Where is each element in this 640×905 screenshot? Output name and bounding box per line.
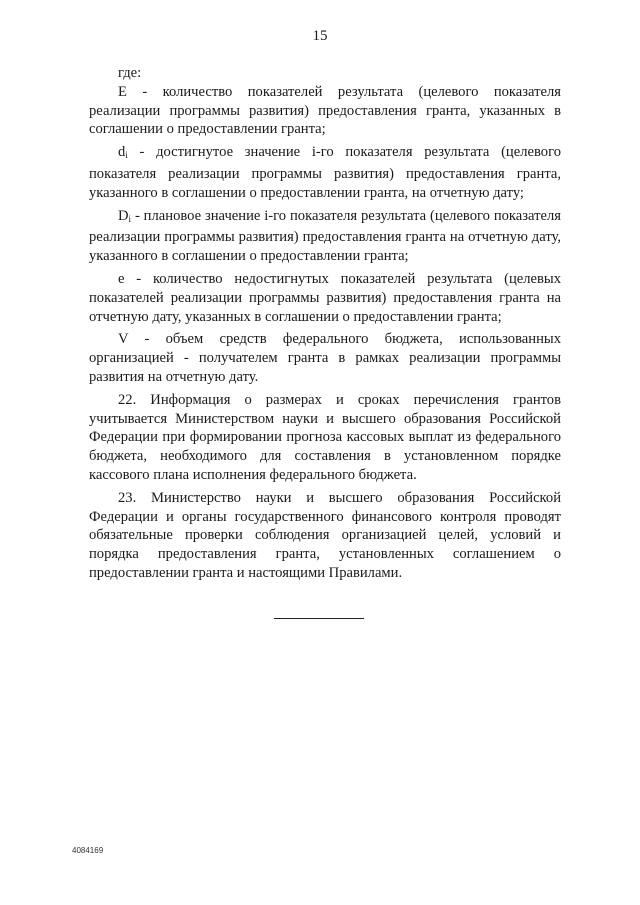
definition-V — [89, 330, 561, 386]
definition-D — [89, 207, 561, 266]
definition-d-text: - достигнутое значение i-го показателя результата (целевого показателя реализации программы развития) предоставления гранта, указанного в соглашении о предоставлении гранта, на отчетную дату; — [89, 144, 561, 201]
paragraph-23: 23. Министерство науки и высшего образования Российской Федерации и органы государственного финансового контроля проводят обязательные проверки соблюдения организацией целей, условий и порядка предоставления гранта, установленных соглашением о предоставлении гранта и настоящими Правилами. — [89, 489, 561, 581]
definition-E-text: - количество показателей результата (целевого показателя реализации программы развития) предоставления гранта, указанных в соглашении о предоставлении гранта; — [89, 83, 561, 138]
symbol-E: E — [118, 83, 127, 100]
symbol-d-subscript: i — [125, 150, 128, 161]
document-body — [89, 64, 561, 583]
definition-E — [89, 83, 561, 139]
end-separator-line — [274, 618, 364, 619]
paragraph-22: 22. Информация о размерах и сроках перечисления грантов учитывается Министерством науки и высшего образования Российской Федерации при формировании прогноза кассовых выплат из федерального бюджета, необходимого для составления в установленном порядке кассового плана исполнения федерального бюджета. — [89, 391, 561, 483]
definition-V-text: - объем средств федерального бюджета, использованных организацией - получателем гранта в рамках реализации программы развития на отчетную дату. — [89, 331, 561, 385]
symbol-D-subscript: i — [128, 213, 132, 224]
symbol-V: V — [118, 331, 129, 348]
definition-e-text: - количество недостигнутых показателей результата (целевых показателей реализации программы развития) предоставления гранта на отчетную дату, указанных в соглашении о предоставлении гранта; — [89, 270, 561, 325]
definition-e — [89, 270, 561, 326]
symbol-d: d — [118, 144, 126, 161]
definition-d — [89, 143, 561, 202]
symbol-D: D — [118, 207, 129, 224]
page-number: 15 — [312, 28, 328, 44]
symbol-e: e — [118, 270, 125, 287]
document-code: 4084169 — [72, 846, 104, 855]
paragraph-intro: где: — [118, 65, 142, 81]
definition-D-text: - плановое значение i-го показателя результата (целевого показателя реализации программы развития) предоставления гранта на отчетную дату, указанного в соглашении о предоставлении гранта; — [89, 207, 561, 265]
